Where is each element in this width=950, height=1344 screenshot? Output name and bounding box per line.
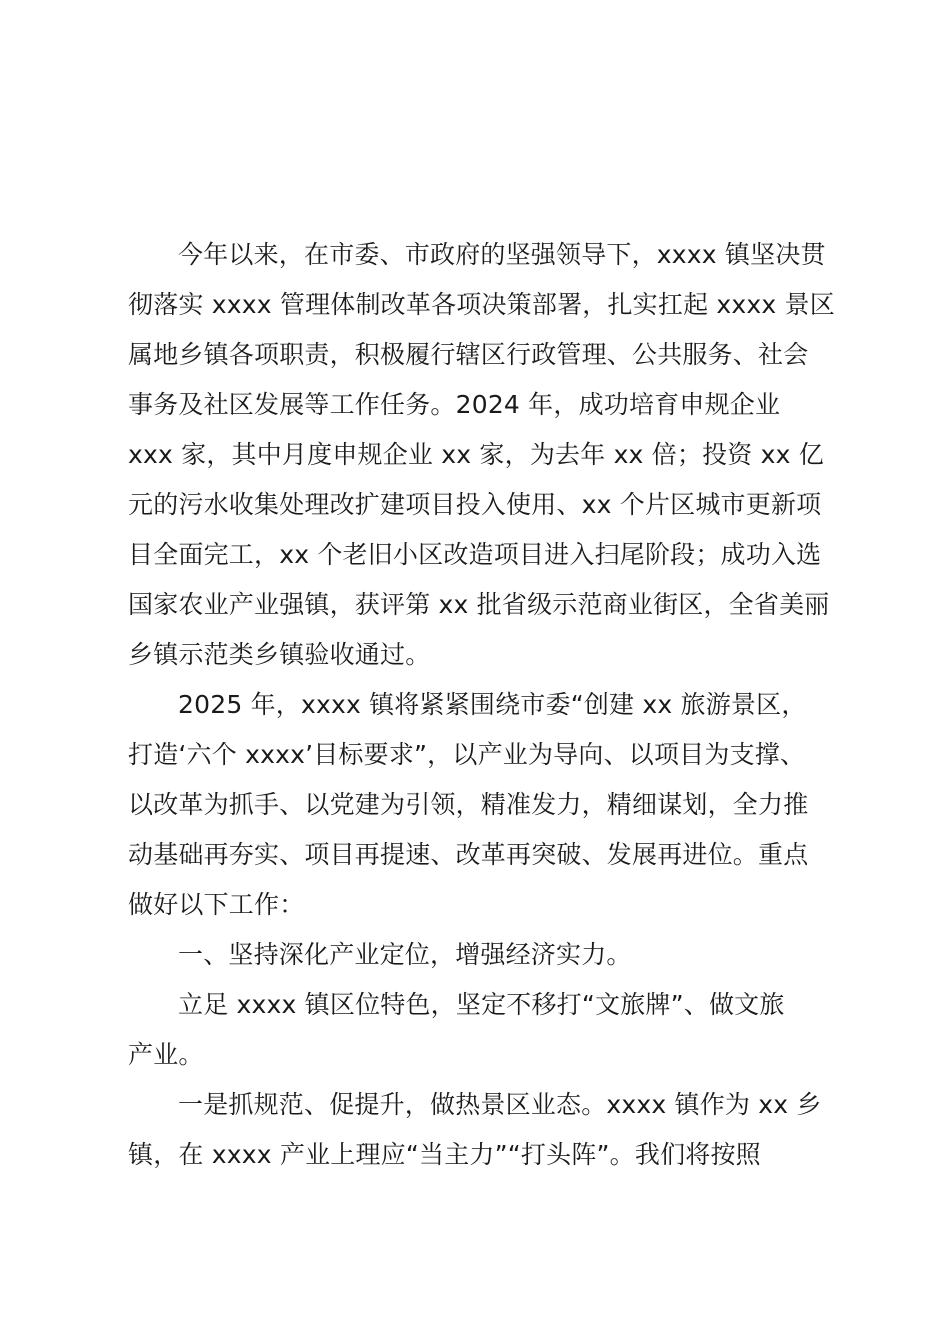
text-line: xxx 家，其中月度申规企业 xx 家，为去年 xx 倍；投资 xx 亿 xyxy=(128,440,824,469)
text-line: 产业。 xyxy=(128,1040,204,1069)
heading-line: 一、坚持深化产业定位，增强经济实力。 xyxy=(178,940,632,969)
text-line: 做好以下工作： xyxy=(128,890,305,919)
text-line: 乡镇示范类乡镇验收通过。 xyxy=(128,640,431,669)
text-line: 彻落实 xxxx 管理体制改革各项决策部署，扎实扛起 xxxx 景区 xyxy=(128,290,835,319)
text-line: 动基础再夯实、项目再提速、改革再突破、发展再进位。重点 xyxy=(128,840,809,869)
paragraph-section-intro xyxy=(128,980,848,1080)
text-line: 立足 xxxx 镇区位特色，坚定不移打“文旅牌”、做文旅 xyxy=(178,990,785,1019)
text-line: 以改革为抓手、以党建为引领，精准发力，精细谋划，全力推 xyxy=(128,790,809,819)
text-line: 元的污水收集处理改扩建项目投入使用、xx 个片区城市更新项 xyxy=(128,490,822,519)
document-body xyxy=(128,230,848,1180)
text-line: 属地乡镇各项职责，积极履行辖区行政管理、公共服务、社会 xyxy=(128,340,809,369)
text-line: 今年以来，在市委、市政府的坚强领导下，xxxx 镇坚决贯 xyxy=(178,240,826,269)
text-line: 国家农业产业强镇，获评第 xx 批省级示范商业街区，全省美丽 xyxy=(128,590,830,619)
text-line: 2025 年，xxxx 镇将紧紧围绕市委“创建 xx 旅游景区， xyxy=(178,690,807,719)
text-line: 目全面完工，xx 个老旧小区改造项目进入扫尾阶段；成功入选 xyxy=(128,540,822,569)
text-line: 打造‘六个 xxxx’目标要求”，以产业为导向、以项目为支撑、 xyxy=(128,740,806,769)
section-heading xyxy=(128,930,848,980)
text-line: 事务及社区发展等工作任务。2024 年，成功培育申规企业 xyxy=(128,390,781,419)
paragraph-plan-2025 xyxy=(128,680,848,930)
text-line: 镇，在 xxxx 产业上理应“当主力”“打头阵”。我们将按照 xyxy=(128,1140,761,1169)
paragraph-intro xyxy=(128,230,848,680)
text-line: 一是抓规范、促提升，做热景区业态。xxxx 镇作为 xx 乡 xyxy=(178,1090,822,1119)
paragraph-point-one xyxy=(128,1080,848,1180)
